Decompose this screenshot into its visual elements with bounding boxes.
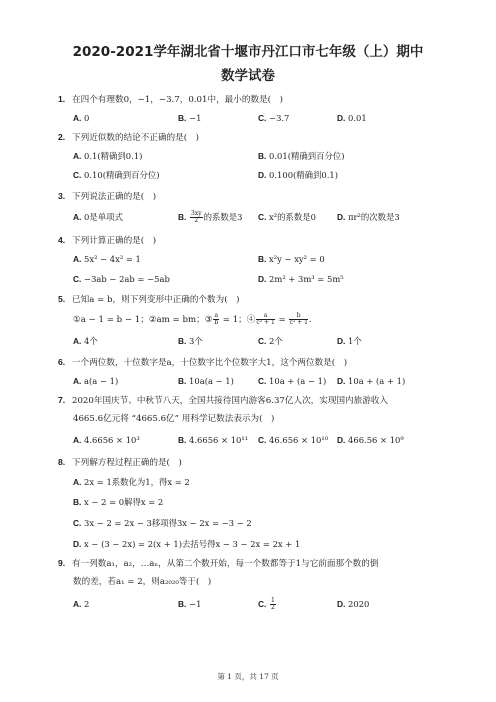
- q6-option-b: B. 10a(a − 1): [178, 376, 234, 386]
- q4-option-a: A. 5x² − 4x² = 1: [73, 254, 141, 264]
- q1-option-d: D. 0.01: [337, 113, 367, 123]
- question-2: 2. 下列近似数的结论不正确的是( ): [58, 132, 200, 143]
- q9-option-d: D. 2020: [337, 599, 370, 609]
- q2-option-b: B. 0.01(精确到百分位): [258, 151, 345, 161]
- q8-option-d: D. x − (3 − 2x) = 2(x + 1)去括号得x − 3 − 2x = 2x + 1: [73, 539, 301, 549]
- q8-option-b: B. x − 2 = 0解得x = 2: [73, 497, 164, 507]
- q5-option-b: B. 3个: [178, 336, 203, 346]
- q3-option-c: C. x²的系数是0: [258, 212, 316, 222]
- q3-option-b: B. $\frac{3xy}{2}$ 的系数是3: [178, 210, 243, 224]
- fraction: $\frac{1}{2}$: [271, 597, 275, 611]
- q1-option-a: A. 0: [73, 113, 90, 123]
- q5-option-c: C. 2个: [258, 336, 283, 346]
- q8-option-a: A. 2x = 1系数化为1，得x = 2: [73, 477, 190, 487]
- q5-option-d: D. 1个: [337, 336, 362, 346]
- q2-option-c: C. 0.10(精确到百分位): [73, 170, 160, 180]
- q7-option-d: D. 466.56 × 10⁹: [337, 435, 404, 445]
- exam-title-line1: 2020-2021学年湖北省十堰市丹江口市七年级（上）期中: [72, 44, 424, 60]
- q2-option-d: D. 0.100(精确到0.1): [258, 170, 339, 180]
- q5-statements: ①a − 1 = b − 1；②am = bm；③ $\frac{a}{b}$ = 1；④ $\frac{a}{\text{c² + 1}}$ = $\frac{b}{\text{c² + 1}}$ .: [73, 312, 312, 326]
- q1-option-b: B. −1: [178, 113, 202, 123]
- question-5: 5. 已知a = b，则下列变形中正确的个数为( ): [58, 294, 240, 305]
- q1-option-c: C. −3.7: [258, 113, 290, 123]
- exam-title-line2: 数学试卷: [221, 68, 275, 84]
- q2-option-a: A. 0.1(精确到0.1): [73, 151, 143, 161]
- question-4: 4. 下列计算正确的是( ): [58, 235, 157, 246]
- q7-option-c: C. 46.656 × 10¹⁰: [258, 435, 329, 445]
- question-number: 1.: [58, 94, 66, 104]
- q4-option-c: C. −3ab − 2ab = −5ab: [73, 274, 170, 284]
- q9-line2: 数的差，若a₁ = 2，则a₂₀₂₀等于( ): [73, 577, 212, 587]
- fraction: $\frac{3xy}{2}$: [191, 210, 202, 224]
- q4-option-d: D. 2m² + 3m³ = 5m⁵: [258, 274, 344, 284]
- q6-option-d: D. 10a + (a + 1): [337, 376, 406, 386]
- q9-option-b: B. −1: [178, 599, 202, 609]
- q8-option-c: C. 3x − 2 = 2x − 3移项得3x − 2x = −3 − 2: [73, 518, 252, 528]
- q9-option-c: C. $\frac{1}{2}$: [258, 597, 275, 611]
- q6-option-c: C. 10a + (a − 1): [258, 376, 327, 386]
- page-footer: 第 1 页，共 17 页: [217, 672, 279, 681]
- question-9: 9. 有一列数a₁，a₂，…aₙ，从第二个数开始，每一个数都等于1与它前面那个数的倒: [58, 558, 379, 569]
- question-3: 3. 下列说法正确的是( ): [58, 191, 157, 202]
- q9-option-a: A. 2: [73, 599, 90, 609]
- q7-line2: 4665.6亿元将 “4665.6亿” 用科学记数法表示为( ): [73, 414, 275, 424]
- question-1: [58, 93, 283, 106]
- q7-option-a: A. 4.6656 × 10³: [73, 435, 140, 445]
- question-text: 在四个有理数0，−1，−3.7，0.01中，最小的数是( ): [72, 95, 283, 105]
- q3-option-d: D. πr²的次数是3: [337, 212, 400, 222]
- q6-option-a: A. a(a − 1): [73, 376, 119, 386]
- q3-option-a: A. 0是单项式: [73, 212, 123, 222]
- question-8: 8. 下列解方程过程正确的是( ): [58, 457, 182, 468]
- question-6: 6. 一个两位数，十位数字是a，十位数字比个位数字大1，这个两位数是( ): [58, 357, 348, 368]
- question-7: 7. 2020年国庆节、中秋节八天，全国共接待国内游客6.37亿人次，实现国内旅游收入: [58, 395, 389, 406]
- q5-option-a: A. 4个: [73, 336, 98, 346]
- q7-option-b: B. 4.6656 × 10¹¹: [178, 435, 249, 445]
- q4-option-b: B. x²y − xy² = 0: [258, 254, 325, 264]
